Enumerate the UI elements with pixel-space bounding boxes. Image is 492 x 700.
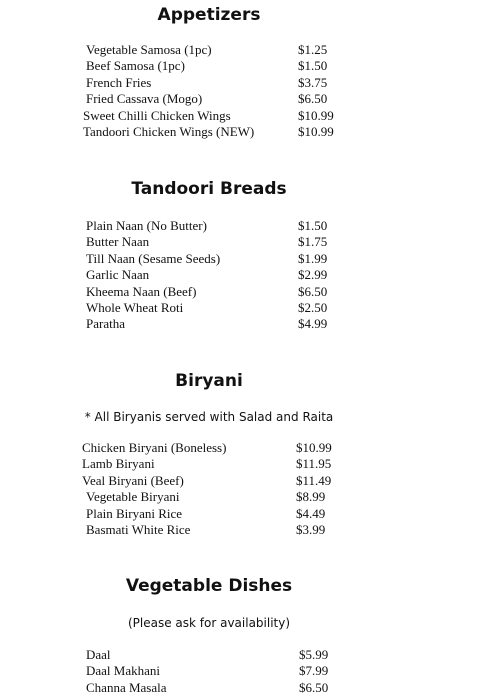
menu-item-row	[0, 647, 492, 663]
menu-item-price: $1.75	[298, 234, 328, 250]
section-title-vegetable-dishes: Vegetable Dishes	[125, 576, 293, 596]
menu-item-row	[0, 506, 492, 522]
menu-item-row	[0, 489, 492, 505]
menu-item-row	[0, 251, 492, 267]
menu-item-price: $6.50	[298, 91, 328, 107]
menu-item-name: Vegetable Samosa (1pc)	[86, 42, 212, 57]
menu-item-name: French Fries	[86, 74, 152, 90]
menu-item-price: $10.99	[296, 440, 332, 455]
menu-item-row	[0, 680, 492, 696]
menu-item-name: Butter Naan	[86, 234, 150, 250]
section-title-appetizers: Appetizers	[157, 5, 261, 25]
vegetable-dishes-note: (Please ask for availability)	[127, 616, 291, 630]
menu-item-row	[0, 267, 492, 283]
menu-item-price: $1.50	[298, 218, 328, 233]
menu-item-name: Beef Samosa (1pc)	[86, 58, 185, 74]
menu-item-name: Kheema Naan (Beef)	[86, 283, 197, 299]
menu-item-row	[0, 473, 492, 489]
menu-item-name: Plain Naan (No Butter)	[86, 218, 207, 233]
menu-item-name: Chicken Biryani (Boneless)	[82, 440, 227, 455]
menu-item-row	[0, 91, 492, 107]
menu-item-name: Fried Cassava (Mogo)	[86, 91, 203, 107]
menu-item-name: Lamb Biryani	[82, 456, 155, 472]
menu-item-name: Till Naan (Sesame Seeds)	[86, 250, 221, 266]
menu-item-price: $1.99	[298, 250, 328, 266]
menu-item-price: $2.50	[298, 300, 328, 315]
section-title-biryani: Biryani	[175, 371, 243, 391]
menu-item-price: $2.99	[298, 267, 328, 283]
menu-item-row	[0, 124, 492, 140]
menu-item-price: $3.75	[298, 74, 328, 90]
menu-item-price: $1.25	[298, 42, 328, 57]
menu-item-price: $7.99	[299, 663, 329, 679]
menu-item-price: $11.49	[296, 472, 332, 488]
menu-item-row	[0, 42, 492, 58]
menu-item-price: $5.99	[299, 647, 329, 662]
menu-item-row	[0, 456, 492, 472]
menu-item-name: Paratha	[86, 316, 125, 332]
menu-item-row	[0, 284, 492, 300]
menu-item-row	[0, 522, 492, 538]
menu-item-name: Channa Masala	[86, 679, 167, 695]
menu-item-price: $11.95	[296, 456, 332, 472]
menu-item-price: $8.99	[296, 489, 326, 505]
menu-item-price: $3.99	[296, 522, 326, 537]
menu-item-name: Whole Wheat Roti	[86, 300, 184, 315]
menu-item-name: Daal Makhani	[86, 663, 161, 679]
menu-item-row	[0, 108, 492, 124]
menu-item-price: $4.49	[296, 505, 326, 521]
menu-item-name: Daal	[86, 647, 111, 662]
menu-item-row	[0, 75, 492, 91]
menu-item-name: Garlic Naan	[86, 267, 150, 283]
menu-item-row	[0, 316, 492, 332]
menu-item-name: Basmati White Rice	[86, 522, 191, 537]
menu-item-row	[0, 440, 492, 456]
biryani-note: * All Biryanis served with Salad and Raita	[84, 410, 334, 424]
menu-item-price: $1.50	[298, 58, 328, 74]
menu-item-price: $4.99	[298, 316, 328, 332]
menu-item-name: Veal Biryani (Beef)	[82, 472, 184, 488]
menu-item-row	[0, 234, 492, 250]
menu-item-price: $10.99	[298, 107, 334, 123]
menu-item-row	[0, 300, 492, 316]
menu-item-row	[0, 58, 492, 74]
menu-item-name: Sweet Chilli Chicken Wings	[83, 107, 231, 123]
menu-item-name: Plain Biryani Rice	[86, 505, 183, 521]
menu-item-name: Vegetable Biryani	[86, 489, 180, 505]
menu-item-name: Tandoori Chicken Wings (NEW)	[83, 124, 255, 139]
section-title-tandoori-breads: Tandoori Breads	[131, 179, 287, 199]
menu-item-price: $6.50	[298, 283, 328, 299]
menu-item-price: $10.99	[298, 124, 334, 139]
menu-item-price: $6.50	[299, 679, 329, 695]
menu-item-row	[0, 663, 492, 679]
menu-item-row	[0, 218, 492, 234]
